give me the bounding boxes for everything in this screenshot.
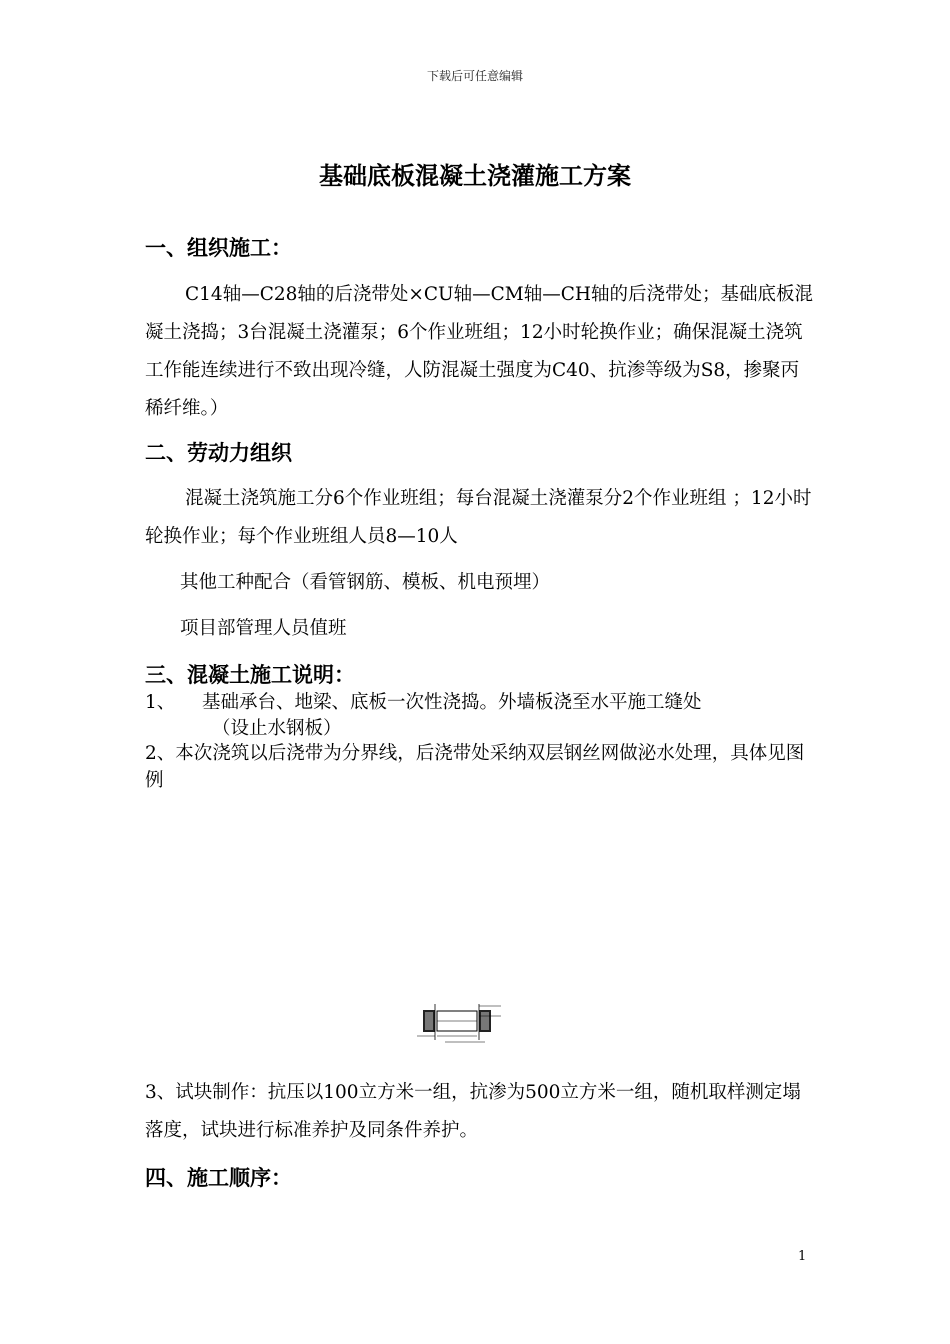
page-header: 下载后可任意编辑: [426, 69, 523, 83]
section1-paragraph: C14轴—C28轴的后浇带处×CU轴—CM轴—CH轴的后浇带处；基础底板混凝土浇捣；3台混凝土浇灌泵；6个作业班组；12小时轮换作业；确保混凝土浇筑工作能连续进行不致出现冷缝，人防混凝土强度为C40、抗渗等级为S8，掺聚丙稀纤维。）: [145, 284, 814, 419]
section3-item1-note: （设止水钢板）: [212, 718, 342, 739]
document-title: 基础底板混凝土浇灌施工方案: [319, 162, 631, 190]
section3-item3: 3、试块制作：抗压以100立方米一组，抗渗为500立方米一组，随机取样测定塌落度，试块进行标准养护及同条件养护。: [145, 1082, 801, 1141]
section1-heading: 一、组织施工：: [145, 236, 292, 260]
section2-heading: 二、劳动力组织: [145, 441, 292, 465]
section3-item1-text: 基础承台、地梁、底板一次性浇捣。外墙板浇至水平施工缝处: [202, 692, 702, 713]
section2-line-management: 项目部管理人员值班: [180, 618, 347, 639]
section2-line-other-trades: 其他工种配合（看管钢筋、模板、机电预埋）: [180, 572, 551, 593]
section3-heading: 三、混凝土施工说明：: [145, 663, 355, 687]
post-pour-strip-figure: [415, 1000, 505, 1044]
section3-item1-number: 1、: [145, 692, 176, 713]
section2-paragraph: 混凝土浇筑施工分6个作业班组；每台混凝土浇灌泵分2个作业班组 ；12小时轮换作业；每个作业班组人员8—10人: [145, 488, 812, 547]
page-number: 1: [798, 1249, 807, 1264]
section3-item2: 2、本次浇筑以后浇带为分界线，后浇带处采纳双层钢丝网做泌水处理，具体见图例: [145, 743, 805, 791]
post-pour-strip-diagram-icon: [415, 1000, 505, 1044]
section4-heading: 四、施工顺序：: [145, 1166, 292, 1190]
